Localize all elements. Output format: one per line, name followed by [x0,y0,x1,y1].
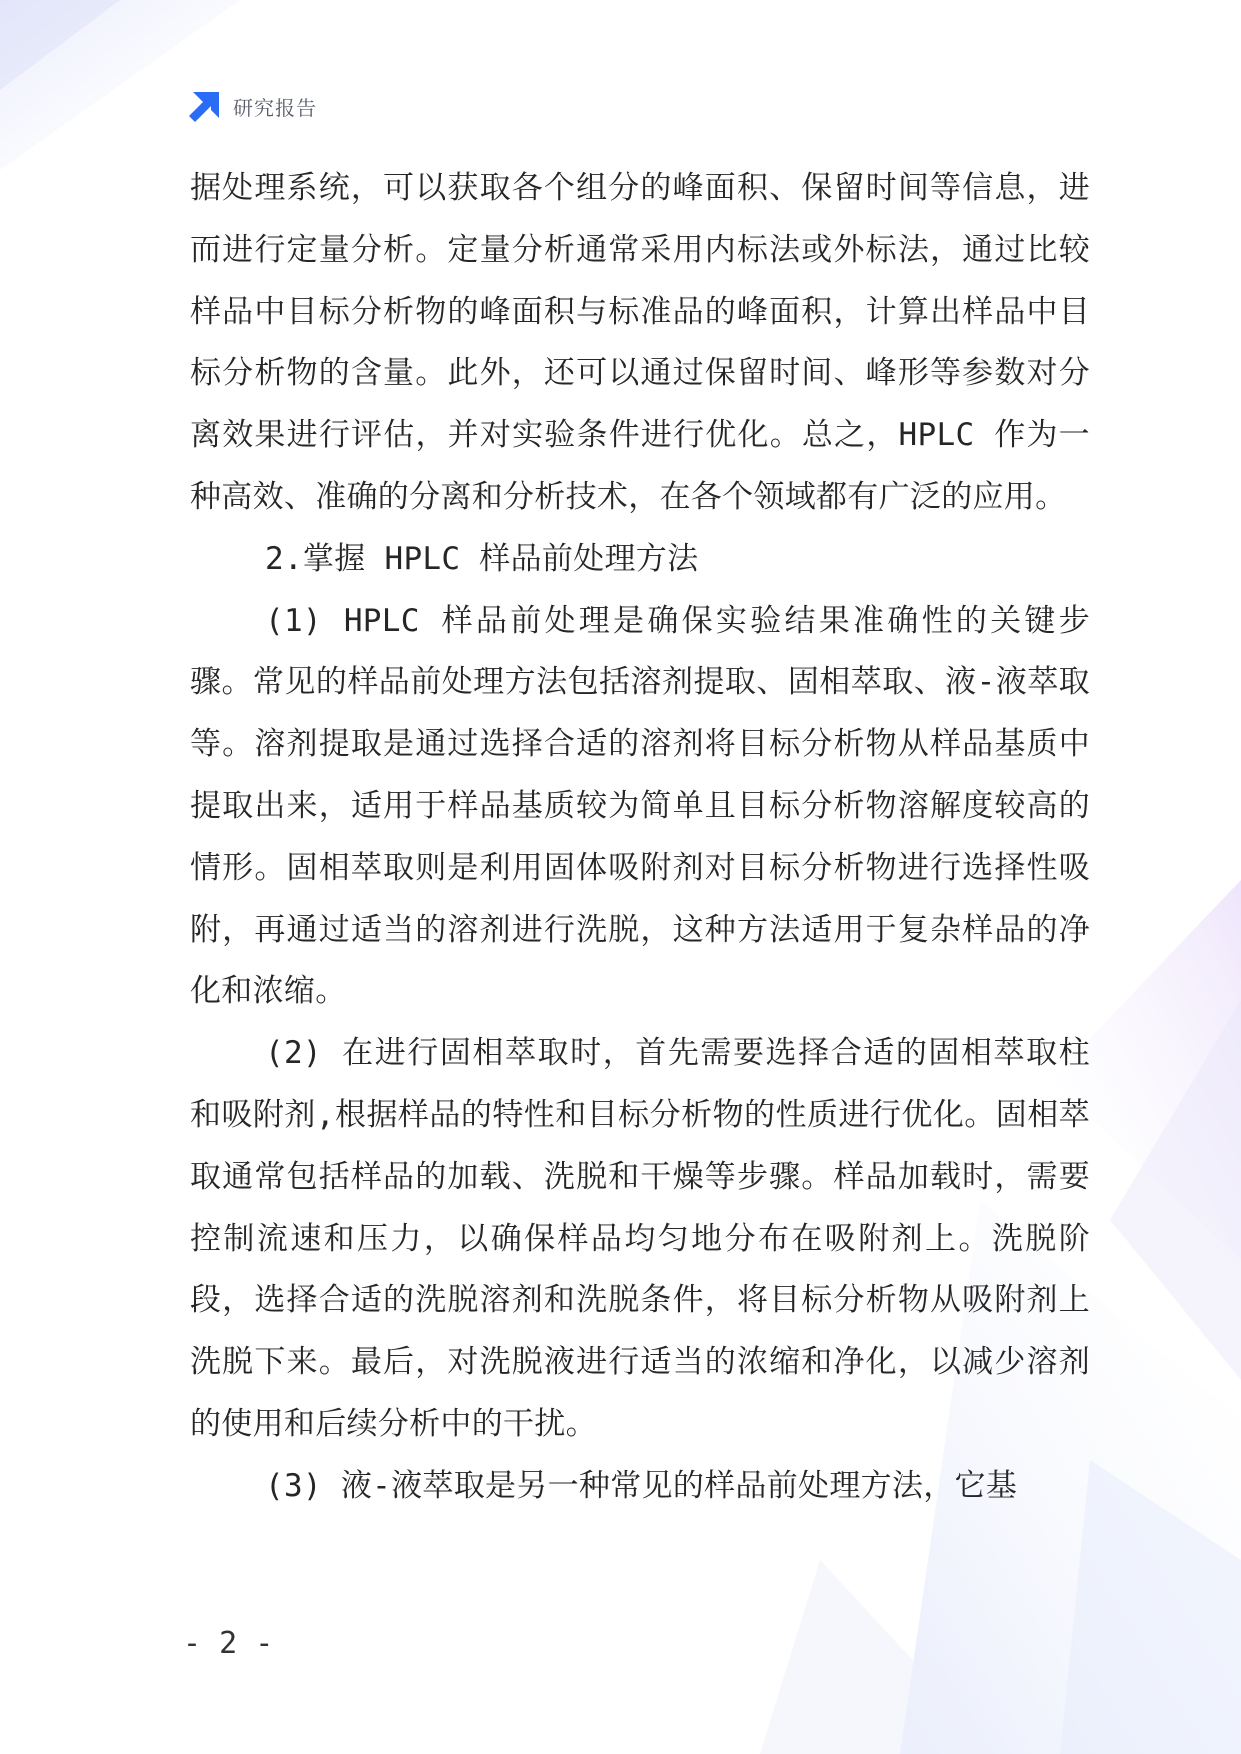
arrow-up-right-logo-icon [187,90,221,122]
paragraph: (3) 液-液萃取是另一种常见的样品前处理方法，它基 [265,1467,1018,1504]
page-number: - 2 - [183,1626,274,1661]
section-heading: 2.掌握 HPLC 样品前处理方法 [265,540,699,577]
paragraph-continuation: 据处理系统，可以获取各个组分的峰面积、保留时间等信息，进而进行定量分析。定量分析通常采用内标法或外标法，通过比较样品中目标分析物的峰面积与标准品的峰面积，计算出样品中目标分析物的含量。此外，还可以通过保留时间、峰形等参数对分离效果进行评估，并对实验条件进行优化。总之，HPLC 作为一种高效、准确的分离和分析技术，在各个领域都有广泛的应用。 [190,170,1090,515]
header-title: 研究报告 [233,95,317,120]
paragraph: (1) HPLC 样品前处理是确保实验结果准确性的关键步骤。常见的样品前处理方法包括溶剂提取、固相萃取、液-液萃取等。溶剂提取是通过选择合适的溶剂将目标分析物从样品基质中提取出来，适用于样品基质较为简单且目标分析物溶解度较高的情形。固相萃取则是利用固体吸附剂对目标分析物进行选择性吸附，再通过适当的溶剂进行洗脱，这种方法适用于复杂样品的净化和浓缩。 [190,602,1090,1010]
paragraph: (2) 在进行固相萃取时，首先需要选择合适的固相萃取柱和吸附剂,根据样品的特性和目标分析物的性质进行优化。固相萃取通常包括样品的加载、洗脱和干燥等步骤。样品加载时，需要控制流速和压力，以确保样品均匀地分布在吸附剂上。洗脱阶段，选择合适的洗脱溶剂和洗脱条件，将目标分析物从吸附剂上洗脱下来。最后，对洗脱液进行适当的浓缩和净化，以减少溶剂的使用和后续分析中的干扰。 [190,1035,1090,1442]
report-header [187,88,317,124]
document-body [190,158,1090,1518]
